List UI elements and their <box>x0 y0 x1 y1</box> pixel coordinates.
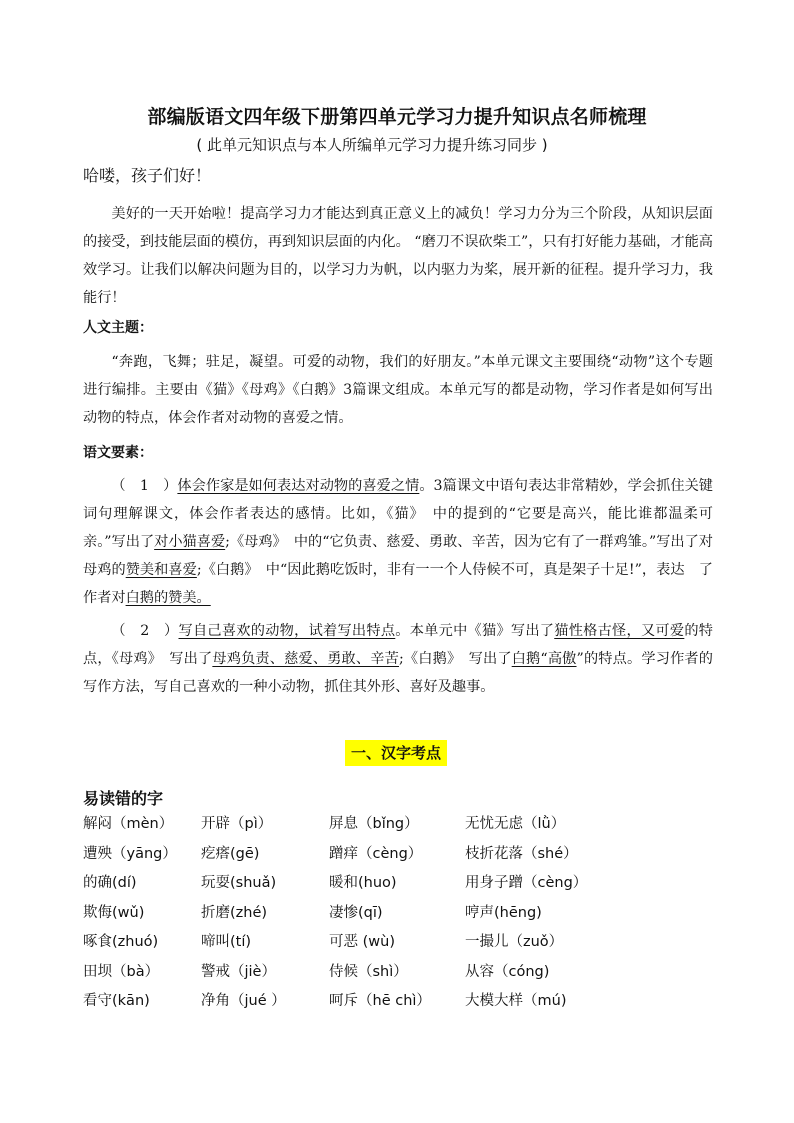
underlined-phrase: 写自己喜欢的动物，试着写出特点 <box>178 623 396 639</box>
greeting: 哈喽，孩子们好！ <box>83 166 212 185</box>
underlined-phrase: 赞美和喜爱 <box>125 562 197 578</box>
item-number: （ 2 ） <box>111 623 179 639</box>
underlined-phrase: 体会作家是如何表达对动物的喜爱之情 <box>177 478 420 494</box>
text-run: ;《白鹅》 中“因此鹅吃饭时，非有一一个人侍候不可，真是架子十足!”，表达 了作者对 <box>83 562 713 606</box>
text-run: 。3篇课文中语句表达非常精妙，学会抓住关键词句理解课文，体会作者表达的感情。比如，《猫》 中的提到的“它要是高兴，能比谁都温柔可亲。”写出了 <box>83 478 713 550</box>
elements-heading: 语文要素： <box>83 445 153 461</box>
text-run: ;《母鸡》 中的“它负责、慈爱、勇敢、辛苦，因为它有了一群鸡雏。”写出了对母鸡的 <box>83 534 713 578</box>
word-item: 侍候（shì） <box>329 964 408 980</box>
intro-paragraph: 美好的一天开始啦！提高学习力才能达到真正意义上的减负！学习力分为三个阶段，从知识层面的接受，到技能层面的模仿，再到知识层面的内化。 “磨刀不误砍柴工”，只有打好能力基础，才能高效学习。让我们以解决问题为目的，以学习力为帆，以内驱力为桨，展开新的征程。提升学习力，我能行！ <box>83 206 713 306</box>
word-item: 遭殃（yāng） <box>83 846 177 862</box>
word-item: 凄惨(qī) <box>329 905 383 921</box>
word-item: 屏息（bǐng） <box>329 816 419 832</box>
word-item: 解闷（mèn） <box>83 816 174 832</box>
word-item: 啼叫(tí) <box>201 934 252 950</box>
word-item: 的确(dí) <box>83 875 137 891</box>
word-item: 一撮儿（zuǒ） <box>465 934 564 950</box>
word-item: 枝折花落（shé） <box>465 846 578 862</box>
element-paragraph-1 <box>83 472 713 612</box>
easy-misread-heading: 易读错的字 <box>83 789 164 808</box>
theme-heading: 人文主题： <box>83 320 153 336</box>
document-title: 部编版语文四年级下册第四单元学习力提升知识点名师梳理 <box>147 106 647 128</box>
word-item: 从容（cóng) <box>465 964 550 980</box>
text-run: 的特点，《母鸡》 写出了 <box>83 623 713 667</box>
underlined-phrase: 母鸡负责、慈爱、勇敢、辛苦 <box>212 651 399 667</box>
word-item: 可恶 (wù) <box>329 934 395 950</box>
word-item: 净角（jué ） <box>201 993 286 1009</box>
word-item: 折磨(zhé) <box>201 905 268 921</box>
underlined-phrase: 白鹅“高傲 <box>511 651 577 667</box>
word-item: 看守(kān) <box>83 993 150 1009</box>
word-item: 玩耍(shuǎ) <box>201 875 277 891</box>
word-item: 哼声(hēng) <box>465 905 542 921</box>
text-run: ;《白鹅》 写出了 <box>398 651 512 667</box>
section-title-highlight: 一、汉字考点 <box>345 740 447 766</box>
word-item: 呵斥（hē chì） <box>329 993 431 1009</box>
theme-paragraph: “奔跑，飞舞；驻足，凝望。可爱的动物，我们的好朋友。”本单元课文主要围绕“动物”这个专题进行编排。主要由《猫》《母鸡》《白鹅》3篇课文组成。本单元写的都是动物，学习作者是如何写出动物的特点，体会作者对动物的喜爱之情。 <box>83 354 713 426</box>
document-subtitle: ( 此单元知识点与本人所编单元学习力提升练习同步 ) <box>196 136 548 154</box>
item-number: （ 1 ） <box>111 478 178 494</box>
word-item: 啄食(zhuó) <box>83 934 159 950</box>
word-item: 开辟（pì） <box>201 816 273 832</box>
word-item: 大模大样（mú) <box>465 993 567 1009</box>
text-run: 。本单元中《猫》写出了 <box>395 623 555 639</box>
underlined-phrase: 猫性格古怪，又可爱 <box>554 623 685 639</box>
word-item: 暖和(huo) <box>329 875 397 891</box>
element-paragraph-2 <box>83 617 713 701</box>
word-item: 疙瘩(gē) <box>201 846 260 862</box>
word-item: 警戒（jiè） <box>201 964 276 980</box>
word-item: 欺侮(wǔ) <box>83 905 145 921</box>
underlined-phrase: 对小猫喜爱 <box>154 534 226 550</box>
underlined-phrase: 白鹅的赞美。 <box>125 590 211 606</box>
word-item: 田坝（bà） <box>83 964 160 980</box>
word-item: 用身子蹭（cèng） <box>465 875 588 891</box>
text-run: ”的特点。学习作者的写作方法，写自己喜欢的一种小动物，抓住其外形、喜好及趣事。 <box>83 651 713 695</box>
word-item: 无忧无虑（lǜ） <box>465 816 566 832</box>
word-item: 蹭痒（cèng） <box>329 846 423 862</box>
